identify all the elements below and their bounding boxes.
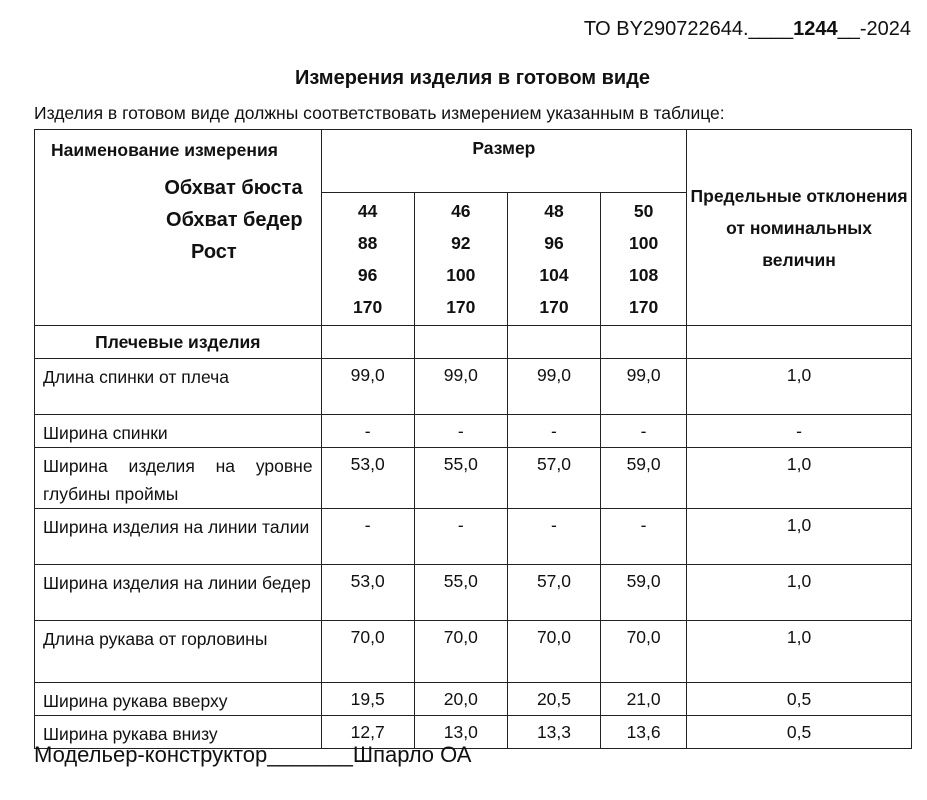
measurement-value: - bbox=[507, 415, 600, 448]
measurement-value: 20,0 bbox=[414, 683, 507, 716]
empty-cell bbox=[687, 326, 912, 359]
size-hips: 108 bbox=[628, 265, 659, 285]
size-size: 44 bbox=[357, 201, 378, 221]
measurement-value: 13,3 bbox=[507, 716, 600, 749]
size-label-bust: Обхват бюста bbox=[164, 177, 303, 199]
table-row bbox=[35, 448, 912, 509]
tolerance-value: 0,5 bbox=[687, 716, 912, 749]
measurement-value: - bbox=[507, 509, 600, 565]
empty-cell bbox=[321, 326, 414, 359]
measurement-value: 59,0 bbox=[601, 448, 687, 509]
tolerance-value: 1,0 bbox=[687, 621, 912, 683]
document-number-value: 1244 bbox=[793, 18, 838, 40]
measurement-value: - bbox=[414, 509, 507, 565]
measurement-name: Ширина рукава внизу bbox=[35, 716, 322, 749]
header-name: Наименование измерения bbox=[51, 140, 278, 160]
table-row bbox=[35, 509, 912, 565]
size-column-50 bbox=[601, 193, 687, 326]
measurement-value: 12,7 bbox=[321, 716, 414, 749]
size-bust: 96 bbox=[544, 233, 564, 253]
size-hips: 104 bbox=[539, 265, 569, 285]
measurement-value: 13,0 bbox=[414, 716, 507, 749]
measurement-value: 57,0 bbox=[507, 448, 600, 509]
measurement-value: 55,0 bbox=[414, 565, 507, 621]
measurement-name: Длина рукава от горловины bbox=[35, 621, 322, 683]
document-number-suffix: __-2024 bbox=[837, 18, 911, 40]
document-number-prefix: ТО BY290722644.____ bbox=[583, 18, 794, 40]
table-row bbox=[35, 683, 912, 716]
header-tolerance: Предельные отклонения от номинальных величин bbox=[687, 130, 912, 326]
measurement-value: 99,0 bbox=[321, 359, 414, 415]
size-bust: 100 bbox=[628, 233, 659, 253]
measurement-name: Ширина рукава вверху bbox=[35, 683, 322, 716]
signature-line: Модельер-конструктор_______Шпарло ОА bbox=[34, 742, 472, 767]
measurement-value: 70,0 bbox=[414, 621, 507, 683]
intro-text: Изделия в готовом виде должны соответствовать измерением указанным в таблице: bbox=[34, 103, 725, 123]
measurement-value: - bbox=[601, 415, 687, 448]
measurement-value: 70,0 bbox=[321, 621, 414, 683]
measurement-value: 13,6 bbox=[601, 716, 687, 749]
measurement-value: 70,0 bbox=[601, 621, 687, 683]
empty-cell bbox=[507, 326, 600, 359]
size-column-48 bbox=[507, 193, 600, 326]
measurement-value: 70,0 bbox=[507, 621, 600, 683]
measurement-name: Ширина изделия на линии бедер bbox=[35, 565, 322, 621]
size-size: 50 bbox=[633, 201, 654, 221]
table-row bbox=[35, 621, 912, 683]
size-hips: 96 bbox=[357, 265, 378, 285]
header-name-cell bbox=[35, 130, 322, 326]
section-row bbox=[35, 326, 912, 359]
header-row bbox=[35, 130, 912, 193]
size-label-height: Рост bbox=[191, 241, 237, 263]
table-row bbox=[35, 359, 912, 415]
table-row bbox=[35, 565, 912, 621]
measurement-name: Ширина изделия на линии талии bbox=[35, 509, 322, 565]
empty-cell bbox=[414, 326, 507, 359]
table-row bbox=[35, 415, 912, 448]
measurement-value: - bbox=[321, 509, 414, 565]
measurement-value: 55,0 bbox=[414, 448, 507, 509]
tolerance-value: 1,0 bbox=[687, 448, 912, 509]
measurement-name: Ширина спинки bbox=[35, 415, 322, 448]
size-height: 170 bbox=[539, 297, 569, 317]
size-bust: 88 bbox=[357, 233, 378, 253]
tolerance-value: 1,0 bbox=[687, 565, 912, 621]
header-size: Размер bbox=[321, 130, 687, 193]
measurement-value: - bbox=[414, 415, 507, 448]
size-height: 170 bbox=[628, 297, 659, 317]
measurements-table bbox=[34, 129, 912, 749]
page-title: Измерения изделия в готовом виде bbox=[294, 67, 651, 89]
tolerance-value: - bbox=[687, 415, 912, 448]
tolerance-value: 0,5 bbox=[687, 683, 912, 716]
size-hips: 100 bbox=[446, 265, 476, 285]
measurement-value: 19,5 bbox=[321, 683, 414, 716]
document-number bbox=[584, 18, 911, 41]
size-height: 170 bbox=[446, 297, 476, 317]
size-column-44 bbox=[321, 193, 414, 326]
measurement-value: 99,0 bbox=[507, 359, 600, 415]
measurement-value: - bbox=[601, 509, 687, 565]
measurement-value: 20,5 bbox=[507, 683, 600, 716]
measurement-value: 53,0 bbox=[321, 448, 414, 509]
size-size: 48 bbox=[544, 201, 564, 221]
size-label-hips: Обхват бедер bbox=[166, 209, 303, 231]
measurement-value: 99,0 bbox=[601, 359, 687, 415]
measurement-value: - bbox=[321, 415, 414, 448]
size-height: 170 bbox=[353, 297, 383, 317]
size-bust: 92 bbox=[451, 233, 471, 253]
measurement-value: 53,0 bbox=[321, 565, 414, 621]
measurement-value: 57,0 bbox=[507, 565, 600, 621]
size-labels bbox=[43, 172, 313, 268]
measurement-value: 21,0 bbox=[601, 683, 687, 716]
measurement-name: Длина спинки от плеча bbox=[35, 359, 322, 415]
empty-cell bbox=[601, 326, 687, 359]
size-size: 46 bbox=[451, 201, 471, 221]
tolerance-value: 1,0 bbox=[687, 359, 912, 415]
measurement-value: 59,0 bbox=[601, 565, 687, 621]
section-title: Плечевые изделия bbox=[35, 326, 322, 359]
measurement-name: Ширина изделия на уровне глубины проймы bbox=[35, 448, 322, 509]
size-column-46 bbox=[414, 193, 507, 326]
tolerance-value: 1,0 bbox=[687, 509, 912, 565]
measurement-value: 99,0 bbox=[414, 359, 507, 415]
